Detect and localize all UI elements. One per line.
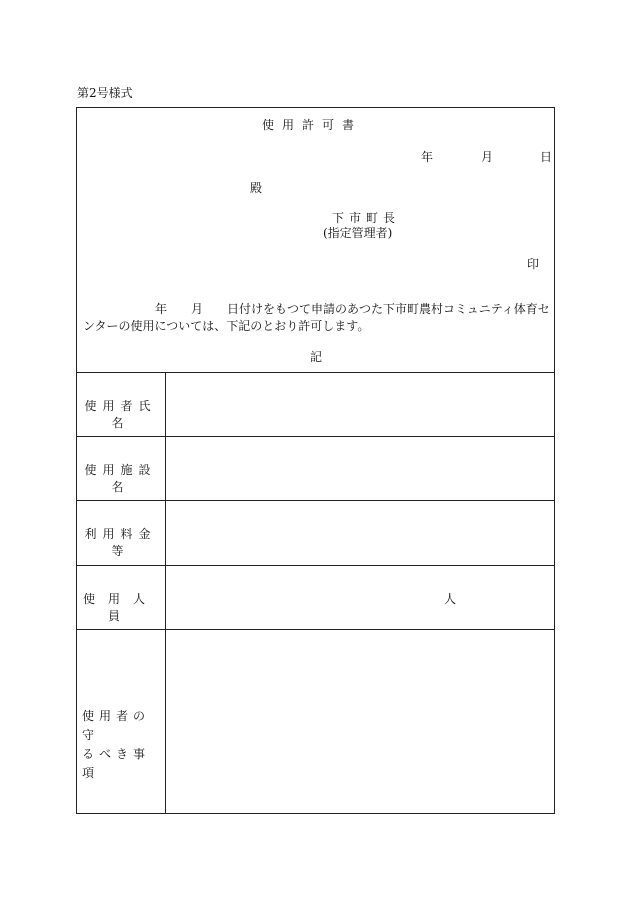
label-user-name: 使用者氏名 [84, 399, 157, 430]
label-facility-name: 使用施設名 [84, 463, 157, 494]
value-number-of-users-unit: 人 [444, 592, 457, 606]
date-month: 月 [481, 150, 494, 164]
addressee-suffix: 殿 [250, 181, 263, 195]
form-number: 第2号様式 [77, 86, 133, 100]
issuer-title: 下市町長 [332, 211, 401, 225]
row-divider [76, 629, 555, 630]
label-number-of-users: 使用人員 [82, 592, 158, 623]
body-month: 月 [191, 302, 204, 316]
row-divider [76, 565, 555, 566]
ki-heading: 記 [310, 350, 323, 364]
issuer-subtitle: (指定管理者) [323, 226, 393, 240]
row-divider [76, 436, 555, 437]
body-year: 年 [155, 302, 168, 316]
date-year: 年 [421, 150, 434, 164]
label-rules-line2: るべき事項 [82, 747, 151, 780]
label-rules-to-observe [82, 707, 162, 783]
column-divider [165, 372, 166, 814]
seal-mark: 印 [527, 257, 540, 271]
body-text-line2: ンターの使用については、下記のとおり許可します。 [83, 319, 370, 333]
date-day: 日 [540, 150, 553, 164]
label-rules-line1: 使用者の守 [82, 709, 151, 742]
form-title: 使用許可書 [262, 118, 363, 132]
row-divider [76, 500, 555, 501]
body-text-line1: 日付けをもつて申請のあつた下市町農村コミュニティ体育セ [227, 302, 550, 316]
label-fees: 利用料金等 [84, 527, 157, 558]
table-top-rule [76, 372, 555, 373]
